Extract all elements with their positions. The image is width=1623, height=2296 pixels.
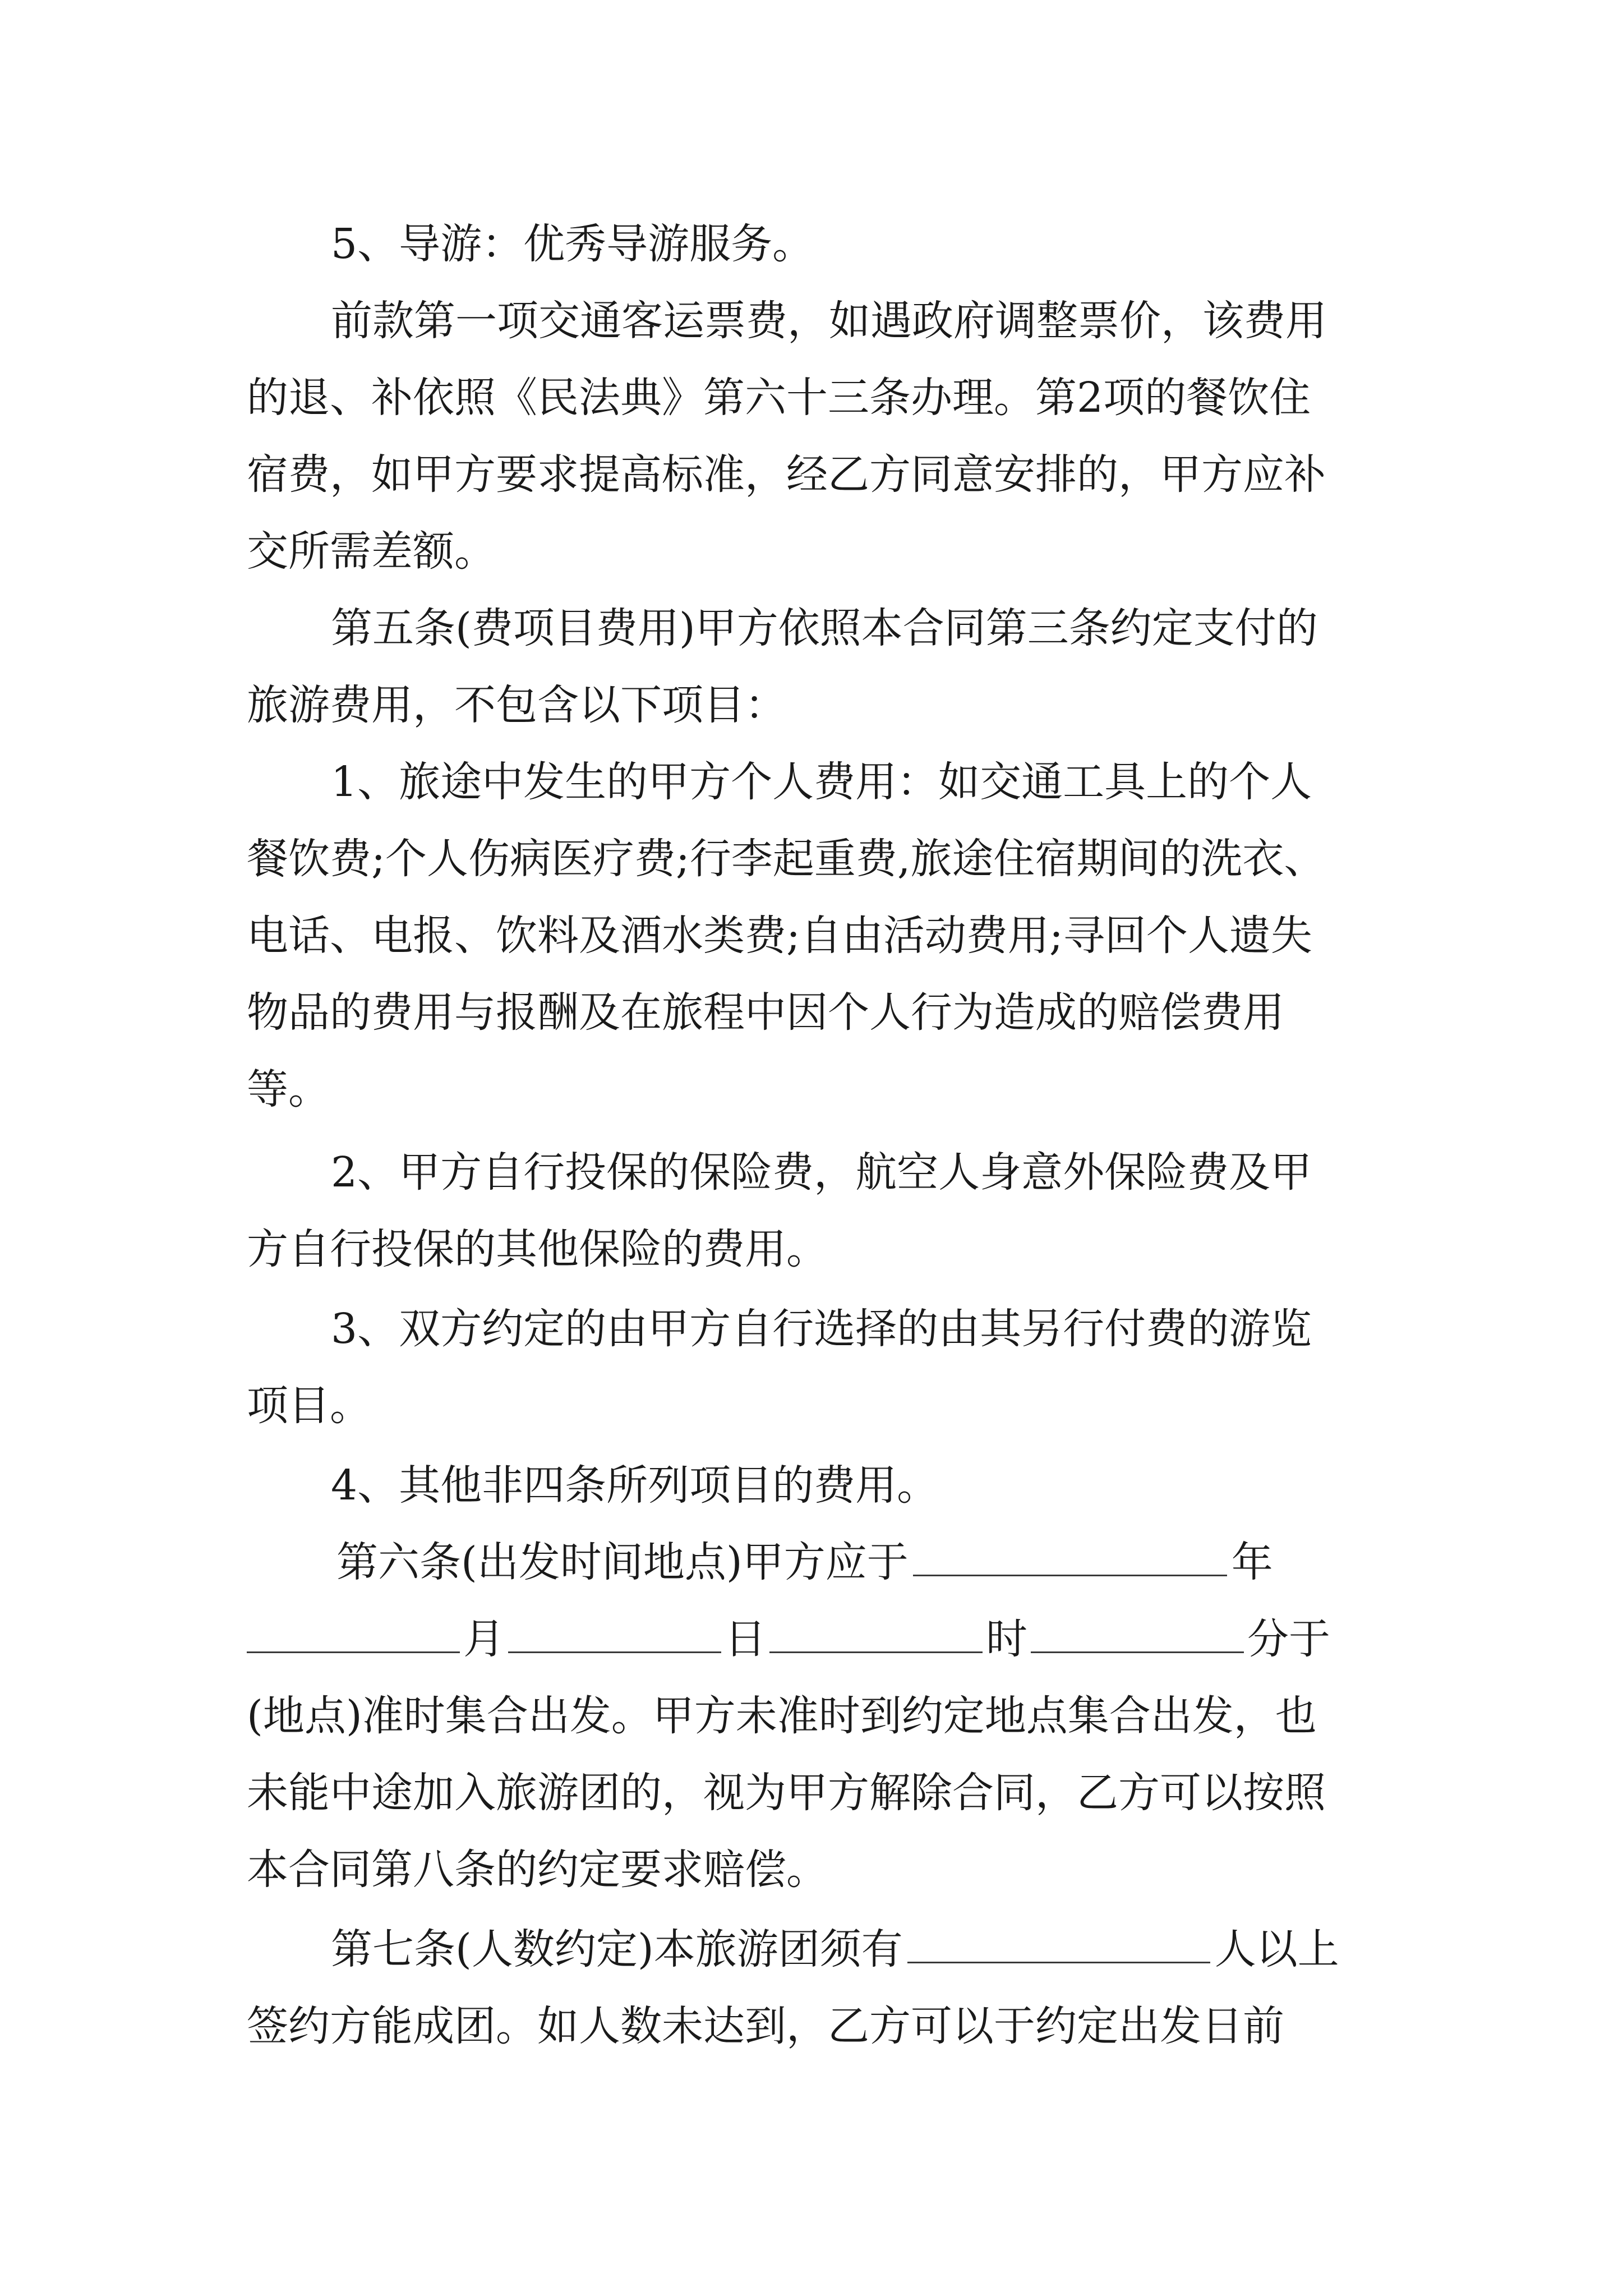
text-span: 等。 [247,1065,330,1114]
text-span: 月 [463,1615,505,1663]
text-line [0,282,1623,360]
text-line [0,743,1623,821]
text-span: 日 [725,1615,766,1663]
text-line [0,820,1623,898]
text-line [0,1446,1623,1525]
text-span: 电话、电报、饮料及酒水类费;自由活动费用;寻回个人遗失 [247,912,1312,960]
text-line [0,1600,1623,1678]
fill-in-blank[interactable] [1031,1619,1244,1653]
text-line [0,666,1623,744]
text-line [0,1987,1623,2065]
fill-in-blank[interactable] [769,1619,983,1653]
text-span: 年 [1231,1538,1273,1586]
text-span: 1、旅途中发生的甲方个人费用：如交通工具上的个人 [331,758,1312,806]
text-line [0,1366,1623,1445]
text-span: 餐饮费;个人伤病医疗费;行李起重费,旅途住宿期间的洗衣、 [247,835,1326,883]
text-line [0,358,1623,437]
text-line [0,1050,1623,1129]
text-span: 第五条(费项目费用)甲方依照本合同第三条约定支付的 [331,604,1318,652]
text-line [0,1677,1623,1755]
text-span: 分于 [1247,1615,1330,1663]
text-line [0,205,1623,283]
text-span: 签约方能成团。如人数未达到，乙方可以于约定出发日前 [247,2002,1284,2050]
text-span: 5、导游：优秀导游服务。 [331,220,814,268]
text-line [0,1290,1623,1368]
text-span: 物品的费用与报酬及在旅程中因个人行为造成的赔偿费用 [247,988,1284,1037]
text-span: 项目。 [247,1382,371,1430]
text-span: 时 [986,1615,1027,1663]
text-line [0,1754,1623,1832]
text-span: 交所需差额。 [247,527,496,576]
fill-in-blank[interactable] [913,1542,1227,1576]
text-line [0,589,1623,668]
text-line [0,896,1623,975]
text-line [0,512,1623,591]
text-span: 前款第一项交通客运票费，如遇政府调整票价，该费用 [331,297,1327,345]
text-line [0,1523,1623,1602]
text-span: 宿费，如甲方要求提高标准，经乙方同意安排的，甲方应补 [247,450,1326,499]
text-span: 未能中途加入旅游团的，视为甲方解除合同，乙方可以按照 [247,1769,1326,1817]
text-span: 旅游费用，不包含以下项目： [247,681,786,729]
text-span: 4、其他非四条所列项目的费用。 [331,1461,939,1510]
text-span: 第六条(出发时间地点)甲方应于 [336,1538,909,1586]
text-span: 的退、补依照《民法典》第六十三条办理。第2项的餐饮住 [247,374,1311,422]
fill-in-blank[interactable] [247,1619,460,1653]
text-line [0,973,1623,1052]
text-span: 本合同第八条的约定要求赔偿。 [247,1846,828,1894]
text-span: 3、双方约定的由甲方自行选择的由其另行付费的游览 [331,1305,1312,1353]
text-line [0,1210,1623,1289]
text-span: 方自行投保的其他保险的费用。 [247,1225,828,1273]
text-line [0,1830,1623,1909]
text-line [0,1133,1623,1212]
fill-in-blank[interactable] [508,1619,721,1653]
fill-in-blank[interactable] [907,1929,1210,1963]
text-span: 人以上 [1214,1925,1339,1973]
text-line [0,1910,1623,1989]
text-span: 第七条(人数约定)本旅游团须有 [331,1925,903,1973]
text-line [0,435,1623,514]
text-span: 2、甲方自行投保的保险费，航空人身意外保险费及甲 [331,1148,1312,1197]
text-span: (地点)准时集合出发。甲方未准时到约定地点集合出发，也 [247,1692,1317,1740]
